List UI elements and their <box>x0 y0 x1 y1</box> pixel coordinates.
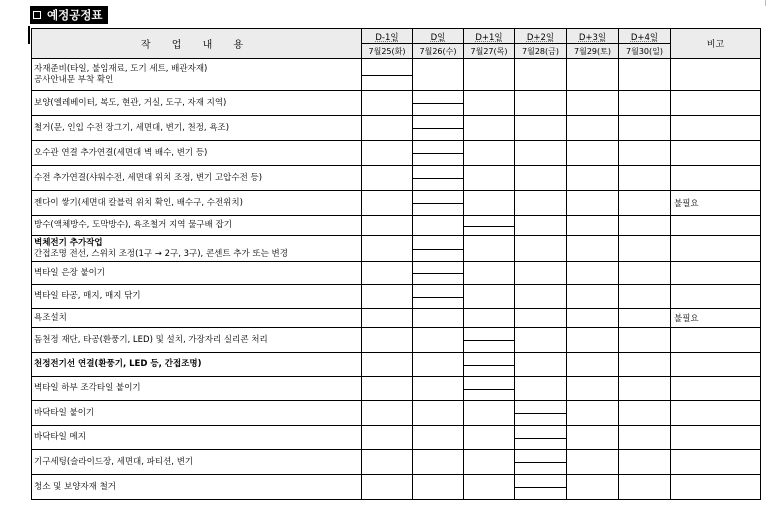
day-cell <box>413 401 464 426</box>
header-day <box>619 29 671 44</box>
day-cell <box>464 262 515 285</box>
day-cell <box>515 116 567 141</box>
day-cell <box>464 166 515 191</box>
day-cell <box>567 191 619 216</box>
note-cell <box>671 450 761 475</box>
header-day-label: D일 <box>430 33 446 43</box>
day-cell <box>567 262 619 285</box>
note-cell <box>671 262 761 285</box>
task-cell <box>32 353 362 377</box>
day-cell <box>567 353 619 377</box>
day-cell <box>464 377 515 401</box>
day-cell <box>413 377 464 401</box>
day-cell <box>619 377 671 401</box>
task-cell <box>32 59 362 91</box>
task-cell <box>32 377 362 401</box>
day-cell <box>515 91 567 116</box>
header-date: 7월28(금) <box>515 44 567 59</box>
day-cell <box>362 262 413 285</box>
day-cell <box>464 401 515 426</box>
day-cell <box>619 59 671 91</box>
page-corner-mark <box>765 0 766 6</box>
schedule-bar <box>362 75 412 76</box>
day-cell <box>413 450 464 475</box>
day-cell <box>567 116 619 141</box>
day-cell <box>567 141 619 166</box>
schedule-bar <box>413 249 463 250</box>
day-cell <box>515 216 567 236</box>
day-cell <box>413 141 464 166</box>
day-cell <box>515 59 567 91</box>
day-cell <box>362 426 413 450</box>
day-cell <box>413 475 464 500</box>
task-subtext: 간접조명 전선, 스위치 조정(1구 → 2구, 3구), 콘센트 추가 또는 변경 <box>34 248 288 259</box>
day-cell <box>362 191 413 216</box>
day-cell <box>464 285 515 309</box>
day-cell <box>567 236 619 262</box>
task-text: 천정전기선 연결(환풍기, LED 등, 간접조명) <box>34 359 202 369</box>
task-text: 젠다이 쌓기(세면대 칼블럭 위치 확인, 배수구, 수전위치) <box>34 197 243 208</box>
day-cell <box>464 236 515 262</box>
task-cell <box>32 216 362 236</box>
table-row <box>32 216 761 236</box>
day-cell <box>413 236 464 262</box>
header-date: 7월26(수) <box>413 44 464 59</box>
task-text: 보양(엘레베이터, 복도, 현관, 거실, 도구, 자재 지역) <box>34 97 227 108</box>
header-day-label: D+4일 <box>630 33 659 43</box>
day-cell <box>619 91 671 116</box>
table-row <box>32 262 761 285</box>
schedule-bar <box>515 413 566 414</box>
table-row <box>32 309 761 328</box>
task-cell <box>32 91 362 116</box>
day-cell <box>515 377 567 401</box>
note-cell: 불필요 <box>671 191 761 216</box>
header-day <box>464 29 515 44</box>
note-cell <box>671 59 761 91</box>
day-cell <box>515 426 567 450</box>
day-cell <box>515 401 567 426</box>
table-row <box>32 401 761 426</box>
task-text: 바닥타일 메지 <box>34 432 86 442</box>
note-cell <box>671 236 761 262</box>
header-date: 7월25(화) <box>362 44 413 59</box>
task-cell <box>32 401 362 426</box>
day-cell <box>567 401 619 426</box>
task-cell <box>32 426 362 450</box>
day-cell <box>413 262 464 285</box>
note-cell <box>671 141 761 166</box>
day-cell <box>413 191 464 216</box>
header-day-label: D+2일 <box>526 33 555 43</box>
title-text: 예정공정표 <box>47 8 103 22</box>
day-cell <box>464 475 515 500</box>
table-row <box>32 236 761 262</box>
header-day <box>413 29 464 44</box>
day-cell <box>362 91 413 116</box>
note-cell <box>671 91 761 116</box>
task-text: 벽타일 타공, 매지, 매지 닦기 <box>34 291 141 301</box>
day-cell <box>413 116 464 141</box>
task-cell <box>32 475 362 500</box>
note-cell <box>671 426 761 450</box>
task-cell <box>32 141 362 166</box>
header-date: 7월29(토) <box>567 44 619 59</box>
day-cell <box>619 328 671 353</box>
schedule-body <box>32 59 761 500</box>
header-day-label: D+1일 <box>475 33 503 43</box>
schedule-bar <box>413 178 463 179</box>
task-cell <box>32 166 362 191</box>
day-cell <box>619 116 671 141</box>
day-cell <box>515 475 567 500</box>
day-cell <box>464 309 515 328</box>
day-cell <box>362 353 413 377</box>
day-cell <box>362 309 413 328</box>
table-row <box>32 191 761 216</box>
day-cell <box>515 353 567 377</box>
checkbox-square-icon <box>33 11 41 19</box>
note-cell: 불필요 <box>671 309 761 328</box>
day-cell <box>515 191 567 216</box>
day-cell <box>413 216 464 236</box>
day-cell <box>619 309 671 328</box>
schedule-bar <box>515 487 566 488</box>
day-cell <box>619 236 671 262</box>
margin-mark <box>28 26 30 44</box>
day-cell <box>362 475 413 500</box>
day-cell <box>619 191 671 216</box>
note-cell <box>671 377 761 401</box>
schedule-bar <box>515 462 566 463</box>
day-cell <box>464 141 515 166</box>
task-text: 벽타일 은장 붙이기 <box>34 267 106 278</box>
day-cell <box>413 91 464 116</box>
day-cell <box>362 236 413 262</box>
schedule-bar <box>413 128 463 129</box>
day-cell <box>567 91 619 116</box>
day-cell <box>464 59 515 91</box>
day-cell <box>515 328 567 353</box>
day-cell <box>567 328 619 353</box>
header-day <box>567 29 619 44</box>
header-task: 작 업 내 용 <box>32 29 362 59</box>
task-text: 바닥타일 붙이기 <box>34 407 95 418</box>
day-cell <box>413 285 464 309</box>
header-note: 비고 <box>671 29 761 59</box>
task-cell <box>32 285 362 309</box>
schedule-bar <box>413 203 463 204</box>
table-row <box>32 116 761 141</box>
table-row <box>32 475 761 500</box>
day-cell <box>619 401 671 426</box>
day-cell <box>464 328 515 353</box>
day-cell <box>567 59 619 91</box>
day-cell <box>515 309 567 328</box>
day-cell <box>413 353 464 377</box>
day-cell <box>362 450 413 475</box>
schedule-bar <box>515 438 566 439</box>
day-cell <box>413 309 464 328</box>
day-cell <box>362 377 413 401</box>
day-cell <box>362 328 413 353</box>
day-cell <box>567 450 619 475</box>
day-cell <box>619 262 671 285</box>
day-cell <box>362 59 413 91</box>
task-cell <box>32 450 362 475</box>
task-text: 청소 및 보양자재 철거 <box>34 481 117 492</box>
day-cell <box>567 166 619 191</box>
day-cell <box>619 475 671 500</box>
day-cell <box>619 353 671 377</box>
task-text: 자재준비(타일, 불임재료, 도기 세트, 배관자재) <box>34 63 208 74</box>
note-cell <box>671 475 761 500</box>
task-text: 벽타일 하부 조각타일 붙이기 <box>34 383 141 393</box>
task-cell <box>32 262 362 285</box>
day-cell <box>515 450 567 475</box>
day-cell <box>464 426 515 450</box>
task-text: 오수관 연결 추가연결(세면대 벽 배수, 변기 등) <box>34 147 208 158</box>
header-day-label: D-1일 <box>375 33 399 43</box>
day-cell <box>362 141 413 166</box>
header-day <box>515 29 567 44</box>
day-cell <box>515 166 567 191</box>
day-cell <box>567 426 619 450</box>
table-row <box>32 285 761 309</box>
day-cell <box>567 285 619 309</box>
day-cell <box>515 285 567 309</box>
task-text: 돔천정 재단, 타공(환풍기, LED) 및 설치, 가장자리 실리콘 처리 <box>34 334 268 345</box>
day-cell <box>567 377 619 401</box>
table-row <box>32 450 761 475</box>
day-cell <box>362 116 413 141</box>
day-cell <box>515 262 567 285</box>
day-cell <box>464 450 515 475</box>
day-cell <box>362 166 413 191</box>
day-cell <box>515 236 567 262</box>
day-cell <box>413 166 464 191</box>
task-text: 방수(액체방수, 도막방수), 욕조철거 지역 물구배 잡기 <box>34 220 232 230</box>
note-cell <box>671 166 761 191</box>
task-text: 욕조설치 <box>34 312 67 323</box>
task-subtext: 공사안내문 부착 확인 <box>34 74 114 85</box>
task-cell <box>32 328 362 353</box>
task-cell <box>32 236 362 262</box>
table-row <box>32 141 761 166</box>
task-text: 수전 추가연결(샤워수전, 세면대 위치 조정, 변기 고압수전 등) <box>34 172 263 183</box>
day-cell <box>362 216 413 236</box>
schedule-bar <box>413 297 463 298</box>
day-cell <box>464 191 515 216</box>
day-cell <box>362 285 413 309</box>
day-cell <box>619 141 671 166</box>
day-cell <box>619 426 671 450</box>
note-cell <box>671 353 761 377</box>
schedule-bar <box>413 273 463 274</box>
day-cell <box>413 426 464 450</box>
table-row <box>32 377 761 401</box>
note-cell <box>671 285 761 309</box>
table-row <box>32 166 761 191</box>
task-text: 철거(문, 인입 수전 장그기, 세면대, 변기, 천정, 욕조) <box>34 122 230 133</box>
task-cell <box>32 309 362 328</box>
note-cell <box>671 401 761 426</box>
header-day <box>362 29 413 44</box>
note-cell <box>671 116 761 141</box>
header-date: 7월27(목) <box>464 44 515 59</box>
schedule-bar <box>464 365 514 366</box>
task-text: 기구세팅(슬라이드장, 세면대, 파티션, 변기 <box>34 456 194 467</box>
schedule-table <box>31 28 761 500</box>
schedule-bar <box>413 153 463 154</box>
task-cell <box>32 191 362 216</box>
schedule-bar <box>413 103 463 104</box>
note-cell <box>671 216 761 236</box>
day-cell <box>413 328 464 353</box>
header-day-label: D+3일 <box>578 33 607 43</box>
day-cell <box>619 166 671 191</box>
note-cell <box>671 328 761 353</box>
table-row <box>32 328 761 353</box>
day-cell <box>515 141 567 166</box>
table-row <box>32 59 761 91</box>
day-cell <box>464 353 515 377</box>
table-row <box>32 91 761 116</box>
day-cell <box>464 116 515 141</box>
header-date: 7월30(일) <box>619 44 671 59</box>
day-cell <box>619 216 671 236</box>
day-cell <box>464 91 515 116</box>
day-cell <box>567 475 619 500</box>
day-cell <box>413 59 464 91</box>
table-row <box>32 353 761 377</box>
day-cell <box>464 216 515 236</box>
schedule-bar <box>464 226 514 227</box>
task-cell <box>32 116 362 141</box>
schedule-bar <box>464 340 514 341</box>
day-cell <box>362 401 413 426</box>
day-cell <box>619 285 671 309</box>
day-cell <box>567 216 619 236</box>
task-text: 벽체전기 추가작업 <box>34 237 103 248</box>
table-row <box>32 426 761 450</box>
document-title <box>30 6 108 24</box>
day-cell <box>619 450 671 475</box>
day-cell <box>567 309 619 328</box>
schedule-bar <box>464 389 514 390</box>
